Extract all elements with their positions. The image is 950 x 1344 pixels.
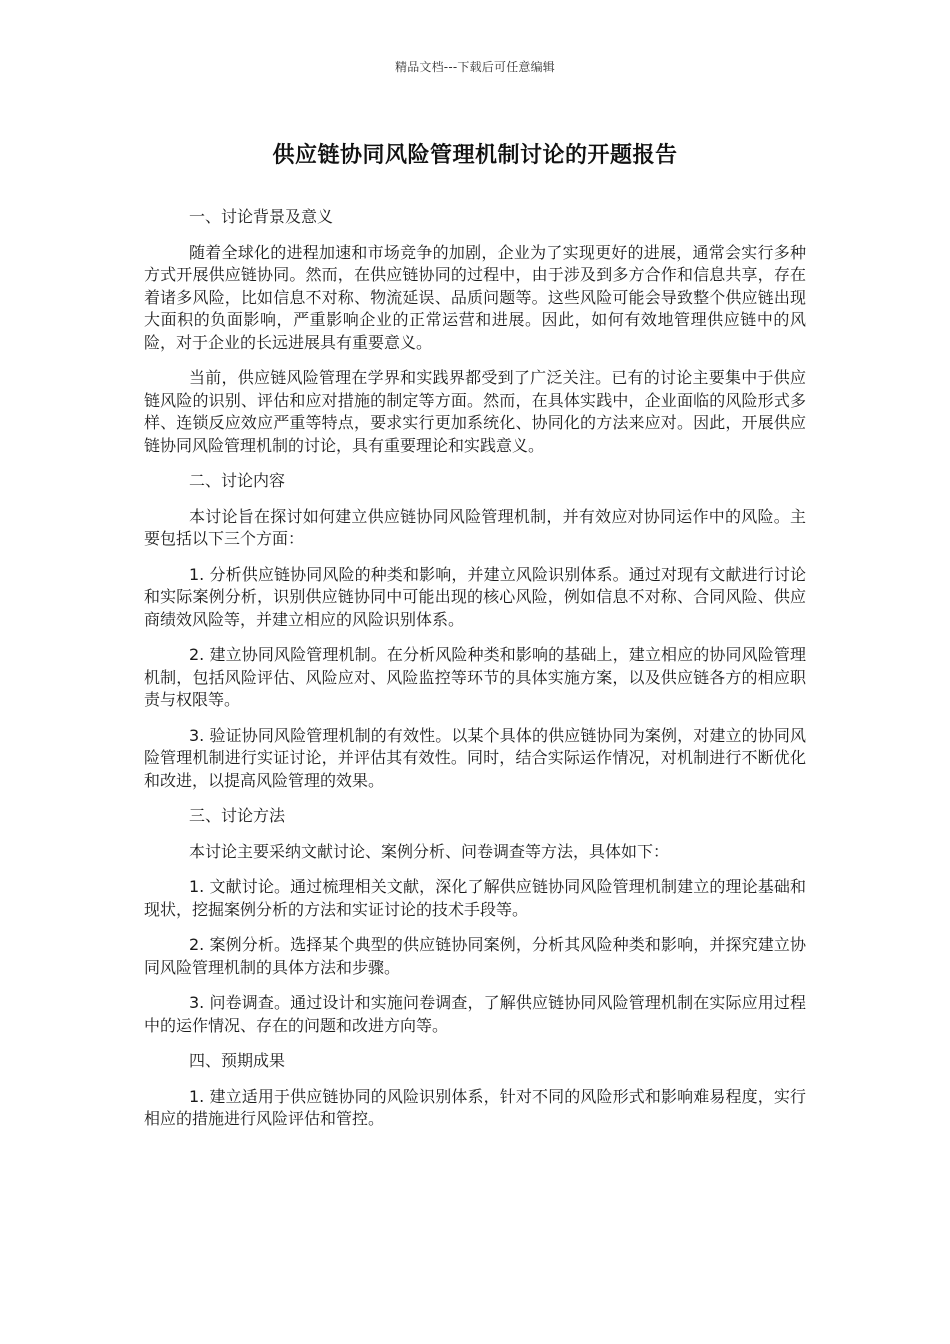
list-item: 1. 分析供应链协同风险的种类和影响，并建立风险识别体系。通过对现有文献进行讨论和实际案例分析，识别供应链协同中可能出现的核心风险，例如信息不对称、合同风险、供应商绩效风险等，并建立相应的风险识别体系。 xyxy=(144,564,806,629)
list-item: 3. 问卷调查。通过设计和实施问卷调查，了解供应链协同风险管理机制在实际应用过程中的运作情况、存在的问题和改进方向等。 xyxy=(144,993,806,1035)
document-body xyxy=(144,206,806,1144)
paragraph: 随着全球化的进程加速和市场竞争的加剧，企业为了实现更好的进展，通常会实行多种方式开展供应链协同。然而，在供应链协同的过程中，由于涉及到多方合作和信息共享，存在着诸多风险，比如信息不对称、物流延误、品质问题等。这些风险可能会导致整个供应链出现大面积的负面影响，严重影响企业的正常运营和进展。因此，如何有效地管理供应链中的风险，对于企业的长远进展具有重要意义。 xyxy=(144,242,806,352)
paragraph: 当前，供应链风险管理在学界和实践界都受到了广泛关注。已有的讨论主要集中于供应链风险的识别、评估和应对措施的制定等方面。然而，在具体实践中，企业面临的风险形式多样、连锁反应效应严重等特点，要求实行更加系统化、协同化的方法来应对。因此，开展供应链协同风险管理机制的讨论，具有重要理论和实践意义。 xyxy=(144,368,806,455)
page-header: 精品文档---下载后可任意编辑 xyxy=(395,60,555,74)
section-heading-content: 二、讨论内容 xyxy=(189,471,286,490)
list-item: 2. 案例分析。选择某个典型的供应链协同案例，分析其风险种类和影响，并探究建立协同风险管理机制的具体方法和步骤。 xyxy=(144,935,806,977)
section-heading-background: 一、讨论背景及意义 xyxy=(189,207,334,226)
list-item: 2. 建立协同风险管理机制。在分析风险种类和影响的基础上，建立相应的协同风险管理机制，包括风险评估、风险应对、风险监控等环节的具体实施方案，以及供应链各方的相应职责与权限等。 xyxy=(144,645,806,709)
list-item: 1. 建立适用于供应链协同的风险识别体系，针对不同的风险形式和影响难易程度，实行相应的措施进行风险评估和管控。 xyxy=(144,1086,806,1128)
list-item: 1. 文献讨论。通过梳理相关文献，深化了解供应链协同风险管理机制建立的理论基础和现状，挖掘案例分析的方法和实证讨论的技术手段等。 xyxy=(144,877,806,919)
list-item: 3. 验证协同风险管理机制的有效性。以某个具体的供应链协同为案例，对建立的协同风险管理机制进行实证讨论，并评估其有效性。同时，结合实际运作情况，对机制进行不断优化和改进，以提高风险管理的效果。 xyxy=(144,725,806,790)
section-heading-outcomes: 四、预期成果 xyxy=(189,1051,286,1070)
paragraph: 本讨论旨在探讨如何建立供应链协同风险管理机制，并有效应对协同运作中的风险。主要包括以下三个方面： xyxy=(144,506,806,548)
document-title: 供应链协同风险管理机制讨论的开题报告 xyxy=(272,143,678,168)
section-heading-methods: 三、讨论方法 xyxy=(189,806,286,825)
paragraph: 本讨论主要采纳文献讨论、案例分析、问卷调查等方法，具体如下： xyxy=(189,841,670,861)
